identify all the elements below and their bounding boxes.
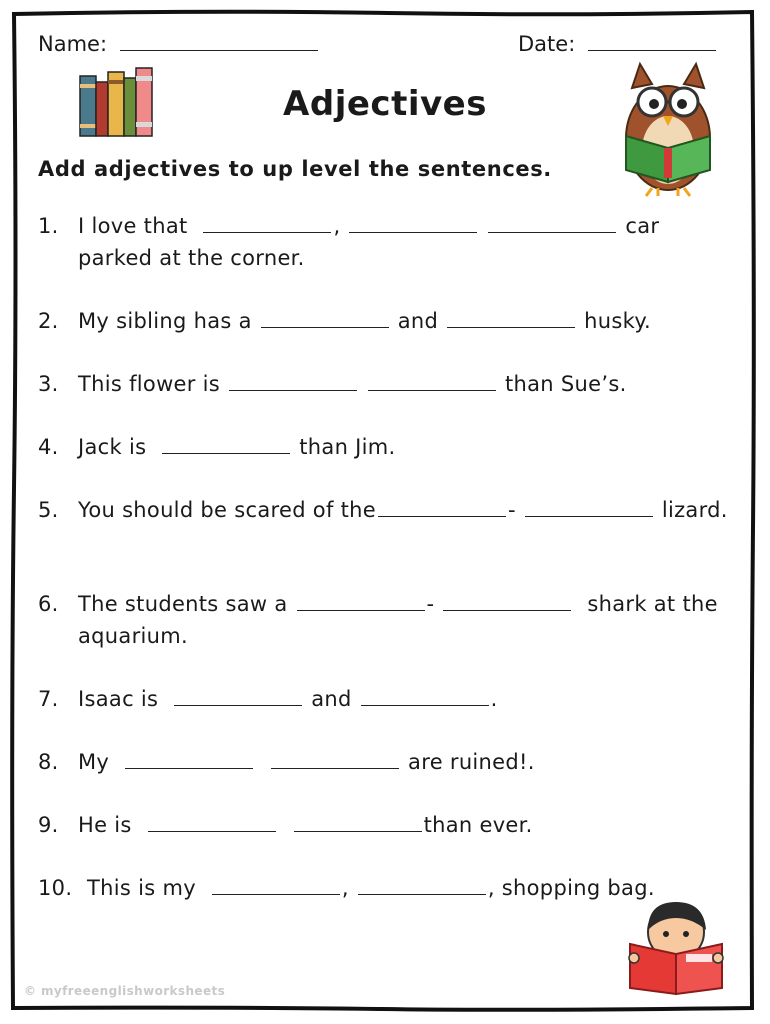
name-label: Name: xyxy=(38,32,108,56)
answer-blank[interactable] xyxy=(297,590,425,611)
answer-blank[interactable] xyxy=(368,370,496,391)
answer-blank[interactable] xyxy=(162,433,290,454)
answer-blank[interactable] xyxy=(271,748,399,769)
item-sentence: This is my , , shopping bag. xyxy=(87,876,655,900)
item-number: 1. xyxy=(38,214,59,238)
answer-blank[interactable] xyxy=(294,811,422,832)
answer-blank[interactable] xyxy=(148,811,276,832)
item-number: 5. xyxy=(38,498,59,522)
item-number: 10. xyxy=(38,876,73,900)
owl-reading-icon xyxy=(616,58,720,202)
item-sentence: The students saw a - shark at the aquarium. xyxy=(78,592,718,648)
answer-blank[interactable] xyxy=(212,874,340,895)
item-sentence: He is than ever. xyxy=(78,813,533,837)
answer-blank[interactable] xyxy=(488,212,616,233)
kid-reading-icon xyxy=(626,896,730,1000)
answer-blank[interactable] xyxy=(229,370,357,391)
item-number: 6. xyxy=(38,592,59,616)
answer-blank[interactable] xyxy=(349,212,477,233)
item-number: 8. xyxy=(38,750,59,774)
answer-blank[interactable] xyxy=(447,307,575,328)
date-field[interactable] xyxy=(518,32,716,56)
answer-blank[interactable] xyxy=(361,685,489,706)
instruction-text: Add adjectives to up level the sentences. xyxy=(38,157,552,181)
answer-blank[interactable] xyxy=(525,496,653,517)
answer-blank[interactable] xyxy=(174,685,302,706)
name-field[interactable] xyxy=(38,32,318,56)
date-label: Date: xyxy=(518,32,576,56)
answer-blank[interactable] xyxy=(378,496,506,517)
answer-blank[interactable] xyxy=(358,874,486,895)
footer-watermark: © myfreeenglishworksheets xyxy=(24,984,226,998)
item-sentence: My sibling has a and husky. xyxy=(78,309,652,333)
item-number: 4. xyxy=(38,435,59,459)
answer-blank[interactable] xyxy=(125,748,253,769)
answer-blank[interactable] xyxy=(261,307,389,328)
item-sentence: You should be scared of the - lizard. xyxy=(78,498,728,522)
item-number: 2. xyxy=(38,309,59,333)
answer-blank[interactable] xyxy=(443,590,571,611)
item-number: 7. xyxy=(38,687,59,711)
item-number: 9. xyxy=(38,813,59,837)
date-blank[interactable] xyxy=(588,32,716,51)
item-sentence: Isaac is and . xyxy=(78,687,498,711)
name-blank[interactable] xyxy=(120,32,318,51)
item-sentence: Jack is than Jim. xyxy=(78,435,396,459)
answer-blank[interactable] xyxy=(203,212,331,233)
item-number: 3. xyxy=(38,372,59,396)
item-sentence: I love that , car parked at the corner. xyxy=(78,214,660,270)
item-sentence: My are ruined!. xyxy=(78,750,535,774)
page-title: Adjectives xyxy=(283,84,487,124)
item-sentence: This flower is than Sue’s. xyxy=(78,372,627,396)
